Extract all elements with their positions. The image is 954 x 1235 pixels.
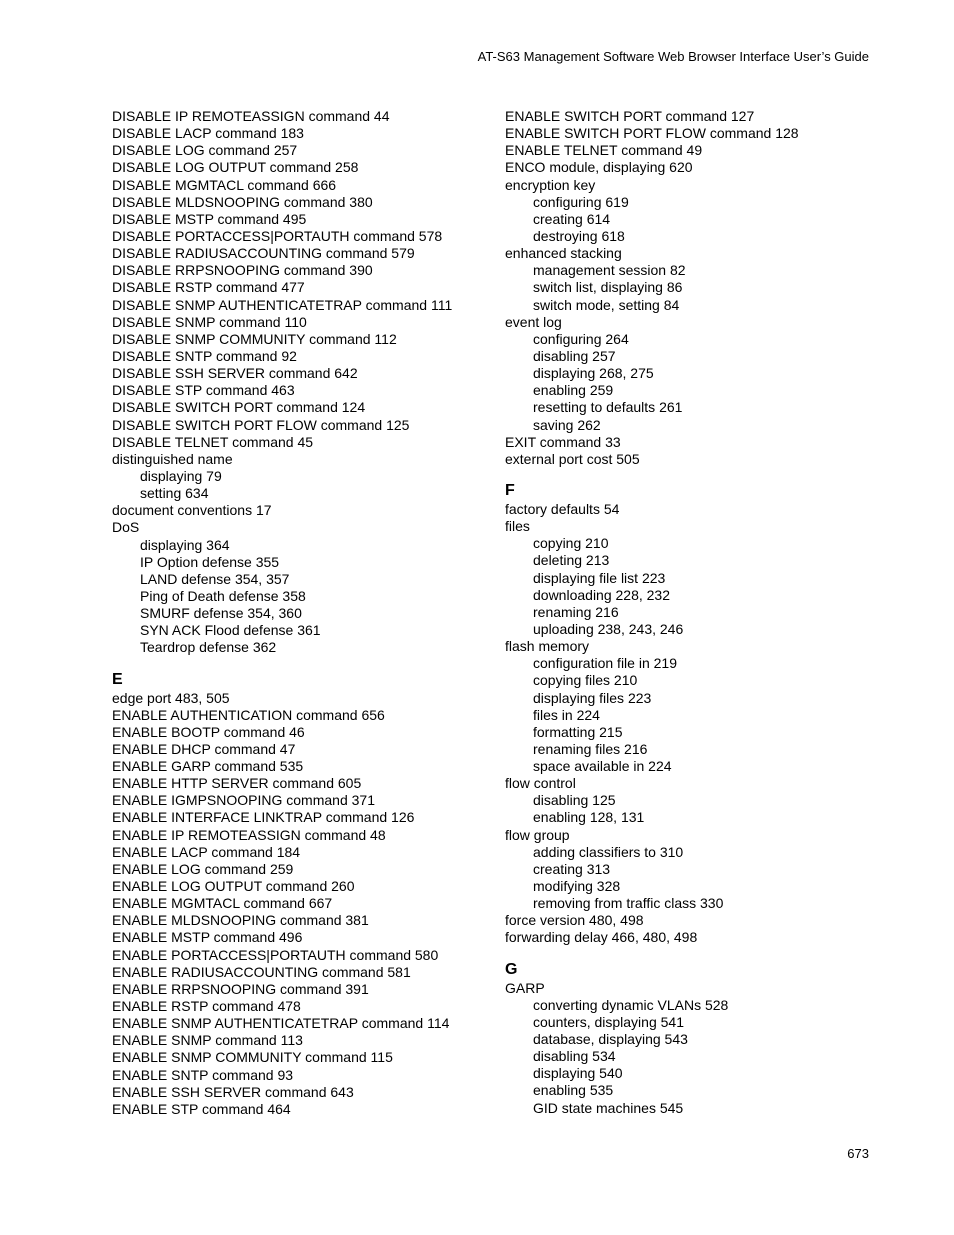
index-subentry: disabling 257 (533, 347, 616, 364)
index-entry: flash memory (505, 638, 590, 655)
index-entry: DISABLE PORTACCESS|PORTAUTH command 578 (112, 227, 443, 244)
index-entry: DISABLE SNMP AUTHENTICATETRAP command 111 (112, 296, 453, 313)
index-entry: DoS (112, 519, 140, 536)
running-header: AT-S63 Management Software Web Browser Interface User’s Guide (477, 49, 869, 64)
index-entry: distinguished name (112, 450, 233, 467)
index-entry: ENABLE MGMTACL command 667 (112, 895, 333, 912)
index-subentry: displaying file list 223 (533, 569, 666, 586)
index-entry: ENABLE RRPSNOOPING command 391 (112, 980, 369, 997)
index-entry: factory defaults 54 (505, 500, 620, 517)
index-subentry: counters, displaying 541 (533, 1013, 684, 1030)
index-entry: DISABLE SWITCH PORT FLOW command 125 (112, 416, 410, 433)
index-entry: DISABLE RRPSNOOPING command 390 (112, 262, 373, 279)
index-entry: document conventions 17 (112, 502, 272, 519)
index-subentry: formatting 215 (533, 723, 623, 740)
index-subentry: enabling 259 (533, 382, 614, 399)
index-subentry: converting dynamic VLANs 528 (533, 996, 729, 1013)
index-entry: ENABLE LOG OUTPUT command 260 (112, 878, 355, 895)
index-entry: ENABLE MSTP command 496 (112, 929, 303, 946)
index-subentry: Ping of Death defense 358 (140, 587, 306, 604)
index-entry: DISABLE SNTP command 92 (112, 347, 297, 364)
index-entry: event log (505, 313, 562, 330)
index-entry: ENABLE INTERFACE LINKTRAP command 126 (112, 809, 415, 826)
index-entry: ENABLE GARP command 535 (112, 758, 304, 775)
index-subentry: enabling 535 (533, 1082, 614, 1099)
index-subentry: resetting to defaults 261 (533, 399, 683, 416)
index-subentry: SYN ACK Flood defense 361 (140, 622, 321, 639)
index-entry: ENABLE STP command 464 (112, 1100, 291, 1117)
index-entry: ENABLE SNMP AUTHENTICATETRAP command 114 (112, 1015, 450, 1032)
index-subentry: creating 614 (533, 210, 611, 227)
index-entry: ENABLE LACP command 184 (112, 843, 301, 860)
index-subentry: renaming 216 (533, 603, 619, 620)
index-subentry: renaming files 216 (533, 740, 648, 757)
index-subentry: disabling 534 (533, 1048, 616, 1065)
index-entry: DISABLE IP REMOTEASSIGN command 44 (112, 108, 390, 124)
index-entry: ENABLE RADIUSACCOUNTING command 581 (112, 963, 411, 980)
index-subentry: enabling 128, 131 (533, 809, 645, 826)
index-column-left (112, 108, 492, 1118)
index-subentry: disabling 125 (533, 792, 616, 809)
index-entry: external port cost 505 (505, 450, 640, 467)
index-section-letter: G (505, 960, 518, 978)
index-entry: ENABLE SWITCH PORT command 127 (505, 108, 755, 124)
index-entry: forwarding delay 466, 480, 498 (505, 929, 698, 946)
index-entry: DISABLE SWITCH PORT command 124 (112, 399, 366, 416)
index-subentry: IP Option defense 355 (140, 553, 280, 570)
index-entry: DISABLE SNMP COMMUNITY command 112 (112, 330, 397, 347)
index-entry: ENABLE BOOTP command 46 (112, 723, 305, 740)
index-entry: force version 480, 498 (505, 912, 644, 929)
index-entry: DISABLE MGMTACL command 666 (112, 176, 337, 193)
index-subentry: downloading 228, 232 (533, 586, 671, 603)
index-subentry: GID state machines 545 (533, 1099, 684, 1116)
index-subentry: LAND defense 354, 357 (140, 570, 290, 587)
index-entry: ENABLE SNMP COMMUNITY command 115 (112, 1049, 393, 1066)
index-entry: DISABLE RADIUSACCOUNTING command 579 (112, 245, 415, 262)
index-entry: DISABLE RSTP command 477 (112, 279, 305, 296)
index-entry: ENABLE SNMP command 113 (112, 1032, 303, 1049)
index-entry: EXIT command 33 (505, 433, 621, 450)
index-subentry: displaying 79 (140, 467, 222, 484)
index-subentry: switch list, displaying 86 (533, 279, 683, 296)
index-section-letter: E (112, 670, 123, 688)
index-subentry: displaying 364 (140, 536, 230, 553)
index-entry: enhanced stacking (505, 245, 622, 262)
index-subentry: displaying 268, 275 (533, 365, 654, 382)
index-entry: DISABLE LOG OUTPUT command 258 (112, 159, 359, 176)
index-entry: files (505, 518, 530, 535)
index-entry: ENABLE TELNET command 49 (505, 142, 703, 159)
index-entry: ENABLE IGMPSNOOPING command 371 (112, 792, 375, 809)
index-entry: ENABLE PORTACCESS|PORTAUTH command 580 (112, 946, 439, 963)
index-entry: DISABLE MSTP command 495 (112, 210, 307, 227)
index-section-letter: F (505, 481, 515, 499)
index-subentry: switch mode, setting 84 (533, 296, 680, 313)
page-number: 673 (847, 1146, 869, 1161)
index-entry: ENABLE DHCP command 47 (112, 740, 296, 757)
index-subentry: destroying 618 (533, 227, 625, 244)
index-subentry: configuration file in 219 (533, 655, 677, 672)
index-entry: ENABLE LOG command 259 (112, 860, 294, 877)
index-subentry: removing from traffic class 330 (533, 895, 724, 912)
index-entry: ENABLE HTTP SERVER command 605 (112, 775, 362, 792)
index-subentry: configuring 264 (533, 330, 629, 347)
index-entry: ENABLE SNTP command 93 (112, 1066, 294, 1083)
index-entry: DISABLE LOG command 257 (112, 142, 298, 159)
index-entry: ENABLE SWITCH PORT FLOW command 128 (505, 125, 799, 142)
index-subentry: management session 82 (533, 262, 686, 279)
index-subentry: copying files 210 (533, 672, 638, 689)
index-subentry: creating 313 (533, 860, 611, 877)
index-entry: ENABLE SSH SERVER command 643 (112, 1083, 354, 1100)
index-entry: ENABLE MLDSNOOPING command 381 (112, 912, 369, 929)
index-subentry: files in 224 (533, 706, 600, 723)
index-entry: edge port 483, 505 (112, 689, 230, 706)
index-entry: flow group (505, 826, 570, 843)
index-column-right (505, 108, 885, 1117)
index-subentry: deleting 213 (533, 552, 610, 569)
index-subentry: copying 210 (533, 535, 609, 552)
index-entry: DISABLE MLDSNOOPING command 380 (112, 193, 373, 210)
index-entry: ENABLE RSTP command 478 (112, 998, 301, 1015)
index-entry: DISABLE TELNET command 45 (112, 433, 314, 450)
index-entry: ENABLE AUTHENTICATION command 656 (112, 706, 385, 723)
index-subentry: SMURF defense 354, 360 (140, 605, 302, 622)
index-subentry: modifying 328 (533, 878, 621, 895)
index-subentry: configuring 619 (533, 193, 629, 210)
index-subentry: setting 634 (140, 485, 209, 502)
index-entry: encryption key (505, 176, 596, 193)
index-entry: ENCO module, displaying 620 (505, 159, 693, 176)
index-subentry: adding classifiers to 310 (533, 843, 684, 860)
index-entry: ENABLE IP REMOTEASSIGN command 48 (112, 826, 386, 843)
index-entry: flow control (505, 775, 576, 792)
index-entry: GARP (505, 979, 545, 996)
index-subentry: uploading 238, 243, 246 (533, 620, 684, 637)
index-subentry: saving 262 (533, 416, 601, 433)
index-subentry: space available in 224 (533, 758, 672, 775)
index-subentry: displaying 540 (533, 1065, 623, 1082)
index-entry: DISABLE STP command 463 (112, 382, 295, 399)
index-entry: DISABLE SNMP command 110 (112, 313, 307, 330)
index-subentry: Teardrop defense 362 (140, 639, 277, 656)
index-entry: DISABLE LACP command 183 (112, 125, 304, 142)
index-subentry: displaying files 223 (533, 689, 652, 706)
index-entry: DISABLE SSH SERVER command 642 (112, 365, 358, 382)
index-subentry: database, displaying 543 (533, 1031, 688, 1048)
